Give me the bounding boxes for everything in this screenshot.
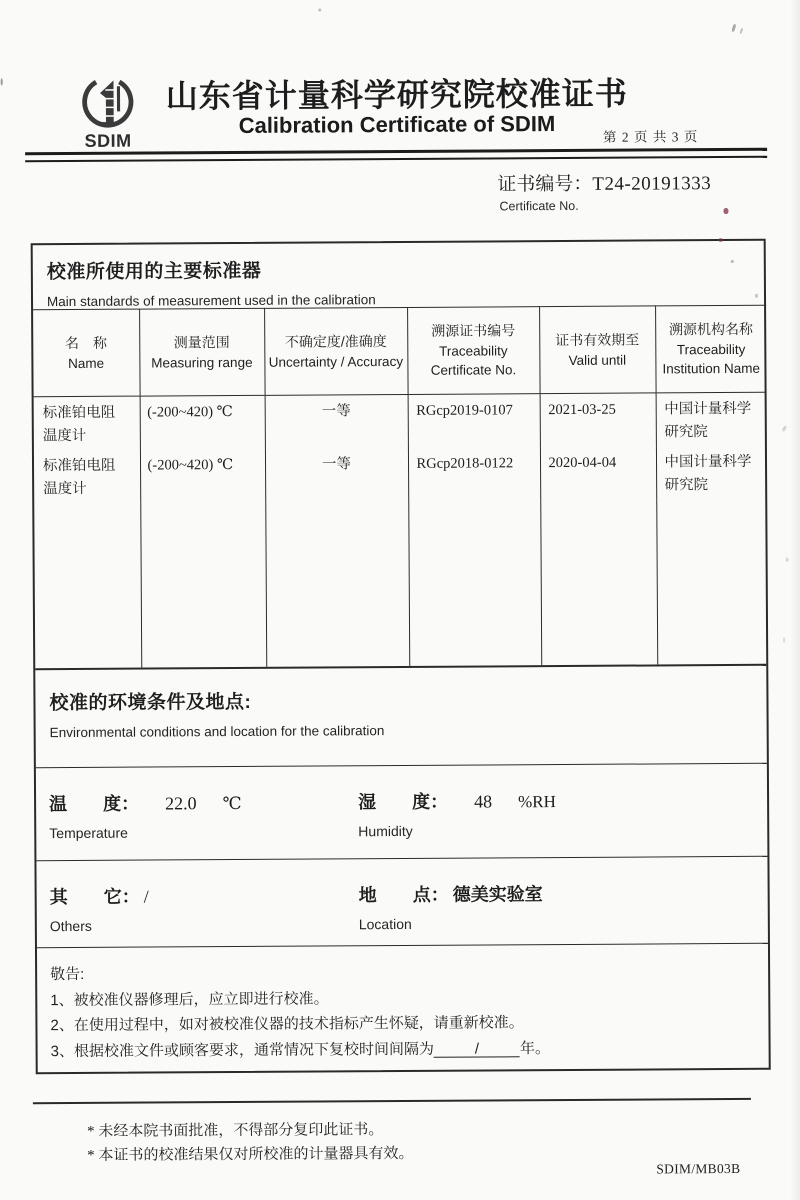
standards-table-header-row [33,305,767,397]
location-label-en: Location [358,915,412,933]
footer-note: * 本证书的校准结果仅对所校准的计量器具有效。 [87,1145,414,1164]
certificate-number-label: 证书编号： [497,173,593,196]
cell-accuracy: 一等 [265,448,408,502]
notice-section [37,943,769,1074]
certificate-number-value: T24-20191333 [592,173,712,195]
col-header-range: 测量范围 Measuring range [139,308,265,396]
temperature-unit: ℃ [222,793,242,814]
environment-title-en: Environmental conditions and location for the calibration [49,723,385,741]
others-label-en: Others [49,917,92,935]
temperature-field [49,789,242,841]
cell-name: 标准铂电阻温度计 [34,450,140,504]
others-value: / [143,886,149,907]
notice-item: 2、在使用过程中，如对被校准仪器的技术指标产生怀疑，请重新校准。 [50,1014,524,1035]
environment-title-zh: 校准的环境条件及地点: [49,691,252,715]
certificate-title-zh: 山东省计量科学研究院校准证书 [165,75,628,115]
temperature-value: 22.0 [165,793,197,814]
certificate-number-label-en: Certificate No. [499,198,579,214]
scan-speck [755,294,758,298]
scan-speck [731,260,734,263]
col-header-uncertainty: 不确定度/准确度 Uncertainty / Accuracy [264,307,408,395]
footer-note: * 未经本院书面批准，不得部分复印此证书。 [87,1122,384,1140]
notice-item: 1、被校准仪器修理后，应立即进行校准。 [50,989,329,1009]
humidity-unit: %RH [518,792,556,812]
sdim-logo [73,74,143,152]
scan-speck [1,78,3,85]
location-value: 德美实验室 [452,884,543,905]
recalibration-interval-blank: / [434,1041,520,1058]
environment-row-temp-humidity [36,763,768,860]
standards-title-en: Main standards of measurement used in the calibration [46,292,376,310]
others-field [50,883,149,935]
form-number: SDIM/MB03B [656,1160,741,1177]
scan-speck [318,8,321,11]
humidity-label: 湿 度： [358,791,449,813]
location-label: 地 点： [358,884,449,906]
notice-item: 3、根据校准文件或顾客要求，通常情况下复校时间间隔为 / 年。 [50,1039,551,1060]
certificate-body-frame [31,239,771,1074]
cell-name: 标准铂电阻温度计 [34,396,140,450]
temperature-label-en: Temperature [49,824,128,842]
col-header-valid-until: 证书有效期至 Valid until [539,306,656,394]
table-row [34,446,767,504]
humidity-label-en: Humidity [358,822,413,840]
scan-speck [723,208,728,214]
cell-cert-no: RGcp2018-0122 [408,447,540,501]
cell-institution: 中国计量科学研究院 [656,393,767,447]
col-header-traceability-cert: 溯源证书编号 Traceability Certificate No. [407,307,540,395]
table-filler-row [34,499,768,668]
scan-speck [782,425,788,432]
humidity-field [358,787,556,839]
environment-row-others-location [36,856,768,947]
humidity-value: 48 [474,791,493,812]
cell-institution: 中国计量科学研究院 [656,446,767,500]
scan-speck [783,638,785,643]
table-row [34,393,767,451]
footer-divider [33,1098,751,1104]
notice-title: 敬告: [50,965,85,984]
standards-section-header [33,241,764,309]
temperature-label: 温 度： [49,793,140,815]
col-header-institution: 溯源机构名称 Traceability Institution Name [655,305,767,393]
cell-cert-no: RGcp2019-0107 [408,394,540,448]
certificate-number [497,168,711,196]
cell-valid-until: 2021-03-25 [540,393,656,447]
scan-speck [731,24,736,33]
certificate-title-en: Calibration Certificate of SDIM [238,111,556,138]
scan-speck [786,558,789,562]
cell-valid-until: 2020-04-04 [540,447,656,501]
others-label: 其 它： [49,886,140,908]
standards-table [33,305,768,668]
standards-title-zh: 校准所使用的主要标准器 [46,260,262,284]
cell-range: (-200~420) ℃ [140,449,265,503]
environment-section-header [35,664,767,767]
sdim-logo-text: SDIM [84,130,132,151]
scan-speck [719,238,723,242]
page-number: 第 2 页 共 3 页 [602,129,699,145]
cell-range: (-200~420) ℃ [140,396,265,450]
col-header-name: 名 称 Name [33,309,140,397]
location-field [359,880,543,932]
scan-speck [739,28,743,34]
footer-notes [87,1118,414,1168]
cell-accuracy: 一等 [265,395,408,449]
